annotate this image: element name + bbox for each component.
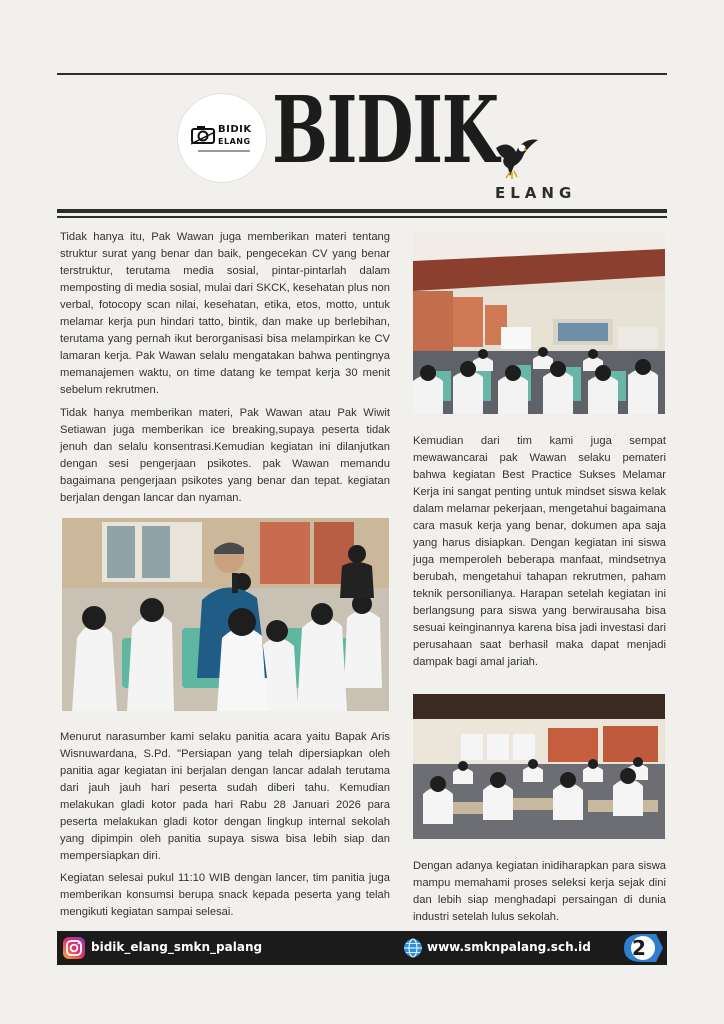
globe-icon[interactable]	[403, 938, 423, 958]
article-paragraph-5: Kemudian dari tim kami juga sempat mewawancarai pak Wawan selaku pemateri bahwa kegiatan Best Practice Sukses Melamar Kerja ini sangat penting untuk mindset siswa kelak dalam melamar pekerjaan, mengetahui bagaimana cara masuk kerja yang benar, dokumen apa saja yang harus disiapkan. Dengan kegiatan ini siswa juga memperoleh beberapa manfaat, mindsetnya berubah, mengetahui tahapan rekrutmen, paham teknik personilianya. Harapan setelah kegiatan ini berlangsung para siswa yang berwirausaha bisa sesuai keinginannya karena bisa jadi investasi dari perusahaan saat berhasil maka dapat menjadi dampak bagi amal jariah.	[413, 435, 666, 668]
website-link[interactable]: www.smknpalang.sch.id	[427, 940, 591, 954]
article-paragraph-6: Dengan adanya kegiatan inidiharapkan para siswa mampu memahami proses seleksi kerja sejak dini dan lebih siap menghadapi persaingan di dunia industri setelah lulus sekolah.	[413, 860, 666, 923]
photo-hall-with-projector	[413, 231, 665, 414]
header-thin-rule	[57, 216, 667, 218]
page-number: 2	[632, 936, 646, 960]
photo-students-psychotest	[413, 694, 665, 839]
eagle-icon	[492, 132, 540, 180]
logo-text-bidik: BIDIK	[218, 124, 252, 135]
photo-speaker-with-students	[62, 518, 389, 711]
camera-icon	[191, 124, 217, 146]
article-paragraph-3: Menurut narasumber kami selaku panitia acara yaitu Bapak Aris Wisnuwardana, S.Pd. "Persiapan yang telah dipersiapkan oleh panitia agar kegiatan ini berjalan dengan lancar adalah terutama dari jauh jauh hari peserta sudah diberi tahu. Kemudian melakukan gladi kotor pada hari Rabu 28 Januari 2026 para peserta melakukan gladi kotor dengan lingkup internal sekolah yang dipimpin oleh panitia supaya siswa bisa lebih siap dan mempersiapkan diri.	[60, 731, 390, 862]
article-paragraph-2: Tidak hanya memberikan materi, Pak Wawan atau Pak Wiwit Setiawan juga memberikan ice breaking,supaya peserta tidak jenuh dan selalu konsentrasi.Kemudian kegiatan ini dilanjutkan dengan sesi pengerjaan psikotes. pak Wawan memandu bagaimana pengerjaan psikotes yang benar dan tepat. kegiatan berjalan dengan lancar dan nyaman.	[60, 407, 390, 504]
masthead-subtitle: ELANG	[495, 184, 577, 202]
masthead-title: BIDIK	[272, 76, 498, 184]
article-paragraph-4: Kegiatan selesai pukul 11:10 WIB dengan lancer, tim panitia juga memberikan konsumsi berupa snack kepada peserta yang telah mengikuti kegiatan sampai selesai.	[60, 872, 390, 918]
header-top-rule	[57, 73, 667, 75]
instagram-handle-link[interactable]: bidik_elang_smkn_palang	[91, 940, 263, 954]
logo-text-elang: ELANG	[218, 137, 251, 146]
footer-bar	[57, 931, 667, 965]
bidik-elang-logo	[178, 94, 266, 182]
instagram-icon[interactable]	[63, 937, 85, 959]
article-paragraph-1: Tidak hanya itu, Pak Wawan juga memberikan materi tentang struktur surat yang benar dan baik, pengecekan CV yang benar terstruktur, terutama media sosial, pintar-pintarlah dalam memposting di media sosial, mulai dari SKCK, kesehatan plus non verbal, fotocopy scan nilai, kesehatan, etika, etos, motto, untuk melamar kerja pun hindari tatto, bintik, dan make up berlebihan, terutama yang pernah ikut berorganisasi bisa melampirkan ke CV lamaran kerja. Pak Wawan selalu mengatakan bahwa pentingnya memanajemen waktu, on time datang ke tempat kerja 30 menit sebelum rekrutmen.	[60, 231, 390, 396]
header-thick-rule	[57, 209, 667, 213]
logo-tagline-bar	[198, 150, 250, 152]
